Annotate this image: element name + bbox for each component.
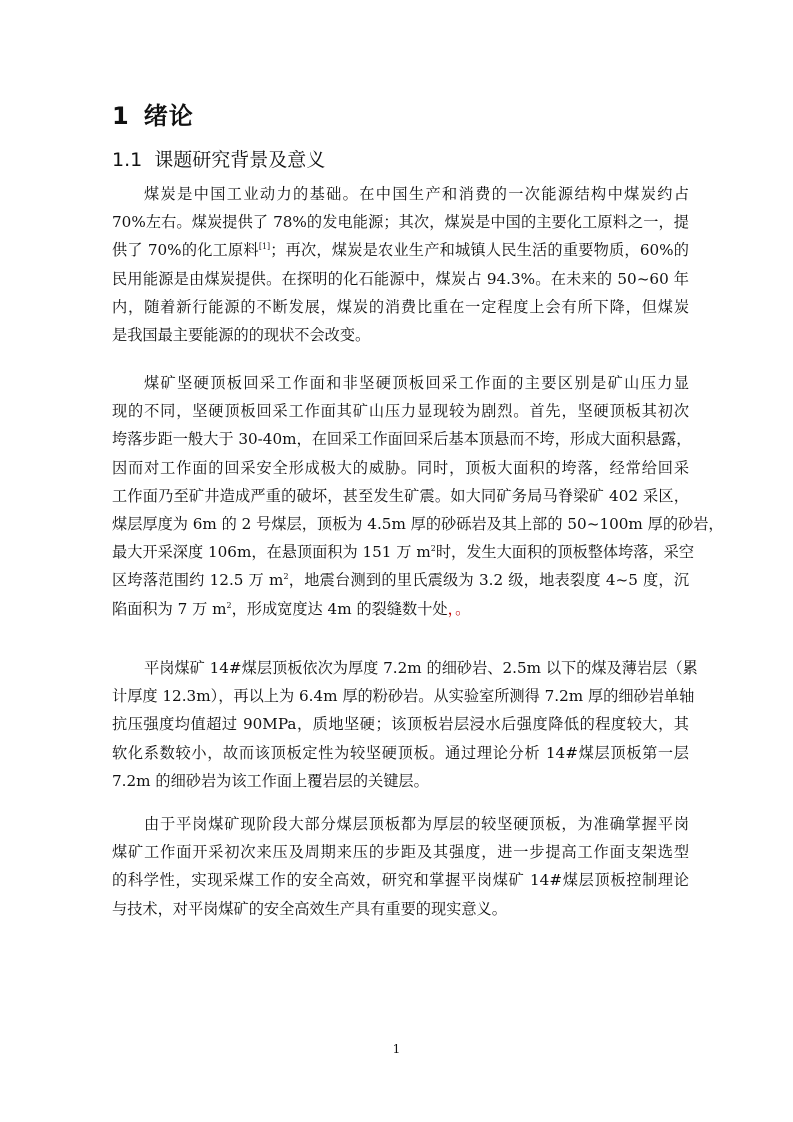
text-segment: 陷面积为 7 万 m (112, 599, 227, 618)
paragraph-1 (112, 180, 689, 349)
text-line: 抗压强度均值超过 90MPa，质地坚硬；该顶板岩层浸水后强度降低的程度较大，其 (112, 715, 689, 734)
paragraph-2 (112, 369, 724, 623)
superscript: 2 (430, 544, 436, 554)
text-line: 计厚度 12.3m），再以上为 6.4m 厚的粉砂岩。从实验室所测得 7.2m 厚的细砂岩单轴 (112, 687, 695, 706)
chapter-number: 1 (112, 102, 130, 130)
text-line: 与技术，对平岗煤矿的安全高效生产具有重要的现实意义。 (112, 899, 507, 918)
text-segment: 供了 70%的化工原料 (112, 241, 259, 260)
text-line: 现的不同，坚硬顶板回采工作面其矿山压力显现较为剧烈。首先，坚硬顶板其初次 (112, 402, 689, 421)
text-line: 70%左右。煤炭提供了 78%的发电能源；其次，煤炭是中国的主要化工原料之一，提 (112, 213, 689, 232)
text-segment: ；再次，煤炭是农业生产和城镇人民生活的重要物质，60%的 (270, 241, 689, 260)
text-segment: 时，发生大面积的顶板整体垮落，采空 (435, 543, 694, 562)
text-segment: 区垮落范围约 12.5 万 m (112, 571, 284, 590)
text-line: 软化系数较小，故而该顶板定性为较坚硬顶板。通过理论分析 14#煤层顶板第一层 (112, 743, 689, 762)
text-line: 煤矿工作面开采初次来压及周期来压的步距及其强度，进一步提高工作面支架选型 (112, 843, 689, 862)
text-line: 煤层厚度为 6m 的 2 号煤层，顶板为 4.5m 厚的砂砾岩及其上部的 50~100m 厚的砂岩， (112, 515, 724, 534)
section-number: 1.1 (112, 149, 143, 171)
text-line: 内，随着新行能源的不断发展，煤炭的消费比重在一定程度上会有所下降，但煤炭 (112, 297, 689, 316)
section-title: 课题研究背景及意义 (154, 149, 326, 171)
citation-ref: [1] (258, 242, 271, 252)
text-line: 垮落步距一般大于 30-40m，在回采工作面回采后基本顶悬而不垮，形成大面积悬露， (112, 430, 692, 449)
text-line: 7.2m 的细砂岩为该工作面上覆岩层的关键层。 (112, 771, 429, 790)
text-line: 的科学性，实现采煤工作的安全高效，研究和掌握平岗煤矿 14#煤层顶板控制理论 (112, 871, 689, 890)
text-line: 民用能源是由煤炭提供。在探明的化石能源中，煤炭占 94.3%。在未来的 50~60 年 (112, 269, 689, 288)
superscript: 2 (226, 600, 232, 610)
text-line: 煤矿坚硬顶板回采工作面和非坚硬顶板回采工作面的主要区别是矿山压力显 (144, 374, 689, 392)
text-line: 平岗煤矿 14#煤层顶板依次为厚度 7.2m 的细砂岩、2.5m 以下的煤及薄岩层（累 (144, 659, 698, 677)
text-line: 因而对工作面的回采安全形成极大的威胁。同时，顶板大面积的垮落，经常给回采 (112, 458, 689, 477)
text-line (112, 566, 689, 594)
chapter-heading (112, 98, 194, 134)
section-heading (112, 146, 325, 174)
superscript: 2 (283, 572, 289, 582)
text-line: 是我国最主要能源的的现状不会改变。 (112, 326, 371, 345)
text-line (112, 595, 689, 623)
text-line: 工作面乃至矿井造成严重的破坏，甚至发生矿震。如大同矿务局马脊梁矿 402 采区， (112, 486, 689, 505)
text-line (112, 236, 689, 264)
text-line: 煤炭是中国工业动力的基础。在中国生产和消费的一次能源结构中煤炭约占 (144, 185, 689, 203)
paragraph-3 (112, 654, 698, 795)
paragraph-4 (112, 810, 689, 923)
page-number: 1 (392, 1042, 401, 1056)
text-segment: ，地震台测到的里氏震级为 3.2 级，地表裂度 4~5 度，沉 (288, 571, 690, 590)
chapter-title: 绪论 (143, 102, 194, 130)
text-line: 由于平岗煤矿现阶段大部分煤层顶板都为厚层的较坚硬顶板，为准确掌握平岗 (144, 815, 689, 833)
text-segment: 最大开采深度 106m，在悬顶面积为 151 万 m (112, 543, 431, 562)
text-segment: ，形成宽度达 4m 的裂缝数十处 (231, 599, 448, 618)
red-mark: ，。 (447, 599, 471, 618)
text-line (112, 538, 694, 566)
